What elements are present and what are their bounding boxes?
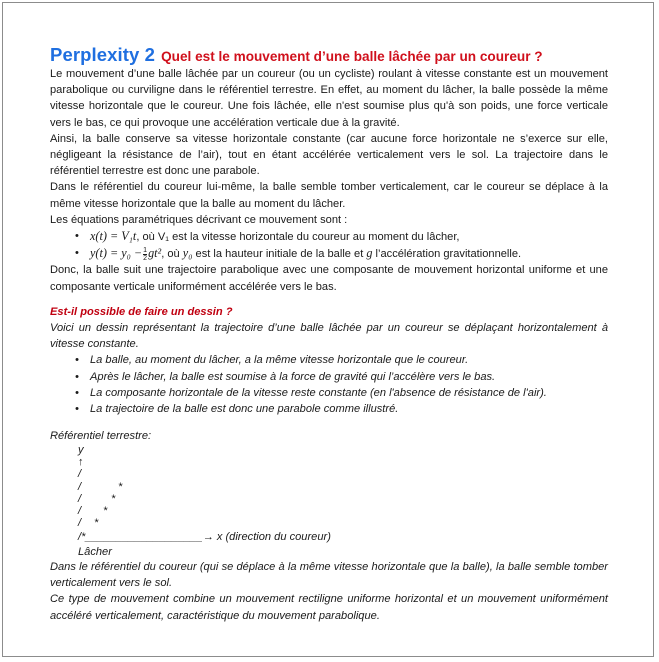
drawing-section: [50, 304, 608, 624]
equation-y-text-a: , où: [161, 248, 183, 261]
bullet-icon: •: [75, 354, 79, 367]
equation-y-formula-left: y(t) = y₀ −: [90, 246, 143, 261]
axis-segment: [50, 481, 608, 493]
paragraph-conclusion: Donc, la balle suit une trajectoire parabolique avec une composante de mouvement horizontal uniforme et une composante verticale uniformément accélérée vers le bas.: [50, 264, 608, 293]
drawing-bullet: [50, 385, 608, 401]
x-axis-row: [50, 529, 608, 545]
equation-x-formula: x(t) = V₁t: [90, 229, 137, 244]
bullet-icon: •: [75, 247, 79, 260]
title-line: [50, 44, 608, 66]
drawing-bullet: [50, 369, 608, 385]
trajectory-point: *: [111, 492, 116, 505]
equation-y-text-c: l’accélération gravitationnelle.: [372, 248, 522, 261]
axis-char: /: [78, 530, 82, 543]
paragraph-horizontal-velocity: Ainsi, la balle conserve sa vitesse horizontale constante (car aucune force horizontale ne s’exerce sur elle, négligeant la résistance de l’air), tout en étant accélérée verticalement vers le sol. La trajectoire dans le référentiel terrestre est donc une parabole.: [50, 132, 608, 178]
drawing-bullet-list: [50, 352, 608, 417]
axis-segment: [50, 517, 608, 529]
bullet-icon: •: [75, 230, 79, 243]
up-arrow-icon: ↑: [78, 456, 84, 469]
drawing-heading: Est-il possible de faire un dessin ?: [50, 305, 233, 318]
trajectory-point: *: [118, 480, 123, 493]
outro-runner-frame: Dans le référentiel du coureur (qui se déplace à la même vitesse horizontale que la balle), la balle semble tomber verticalement vers le sol.: [50, 560, 608, 590]
axis-segment: [50, 505, 608, 517]
trajectory-point: *: [94, 516, 99, 529]
equation-y: [50, 245, 608, 262]
axis-segment: [50, 493, 608, 505]
drawing-intro: Voici un dessin représentant la trajectoire d’une balle lâchée par un coureur se déplaçant horizontalement à vitesse constante.: [50, 322, 608, 351]
axis-char: /: [78, 492, 82, 505]
fraction-numerator: 1: [143, 246, 148, 254]
axis-char: /: [78, 468, 82, 481]
y-axis-label: y: [78, 444, 84, 457]
x-axis-line: ___________________: [85, 530, 203, 543]
axis-char: /: [78, 516, 82, 529]
equation-x-text: , où V₁ est la vitesse horizontale du coureur au moment du lâcher,: [136, 231, 460, 244]
axis-segment: [50, 468, 608, 480]
diagram-label: Référentiel terrestre:: [50, 430, 152, 443]
paragraph-equations-intro: Les équations paramétriques décrivant ce mouvement sont :: [50, 213, 348, 226]
bullet-icon: •: [75, 370, 79, 383]
drawing-bullet-text: La composante horizontale de la vitesse reste constante (en l'absence de résistance de l'air).: [90, 386, 547, 399]
paragraph-runner-frame: Dans le référentiel du coureur lui-même, la balle semble tomber verticalement, car le coureur se déplace à la même vitesse horizontale que la balle au moment du lâcher.: [50, 181, 608, 210]
brand-title: Perplexity 2: [50, 44, 156, 65]
fraction-denominator: 2: [143, 254, 148, 262]
ascii-trajectory-diagram: [50, 428, 608, 559]
drawing-bullet-text: La balle, au moment du lâcher, a la même vitesse horizontale que le coureur.: [90, 354, 469, 367]
document-content: [50, 44, 608, 624]
axis-char: /: [78, 480, 82, 493]
outro-motion-type: Ce type de mouvement combine un mouvement rectiligne uniforme horizontal et un mouvement uniformément accéléré verticalement, caractéristique du mouvement parabolique.: [50, 593, 608, 622]
x-axis-label: → x (direction du coureur): [202, 530, 331, 543]
equation-y-var-y0: y₀: [182, 246, 193, 261]
equation-x: [50, 228, 608, 245]
axis-char: /: [78, 504, 82, 517]
drawing-bullet-text: La trajectoire de la balle est donc une parabole comme illustré.: [90, 403, 399, 416]
drawing-bullet: [50, 352, 608, 368]
equation-y-text-b: est la hauteur initiale de la balle et: [192, 248, 367, 261]
drawing-bullet: [50, 401, 608, 417]
trajectory-point: *: [103, 504, 108, 517]
trajectory-point: *: [81, 530, 86, 543]
paragraph-intro: Le mouvement d’une balle lâchée par un coureur (ou un cycliste) roulant à vitesse constante est un mouvement parabolique ou curviligne dans le référentiel terrestre. En effet, au moment du lâcher, la balle possède la même vitesse horizontale que le coureur. Une fois lâchée, elle n'est soumise plus qu'à son poids, une force verticale vers le bas, ce qui provoque une accélération verticale due à la gravité.: [50, 68, 608, 129]
equation-y-formula-right: gt²: [148, 246, 162, 261]
question-title: Quel est le mouvement d’une balle lâchée par un coureur ?: [161, 49, 543, 64]
release-label: Lâcher: [78, 545, 112, 558]
equation-list: [50, 228, 608, 262]
equation-y-var-g: g: [366, 246, 373, 261]
fraction-one-half: [143, 247, 147, 262]
bullet-icon: •: [75, 403, 79, 416]
drawing-bullet-text: Après le lâcher, la balle est soumise à la force de gravité qui l’accélère vers le bas.: [90, 370, 496, 383]
bullet-icon: •: [75, 386, 79, 399]
